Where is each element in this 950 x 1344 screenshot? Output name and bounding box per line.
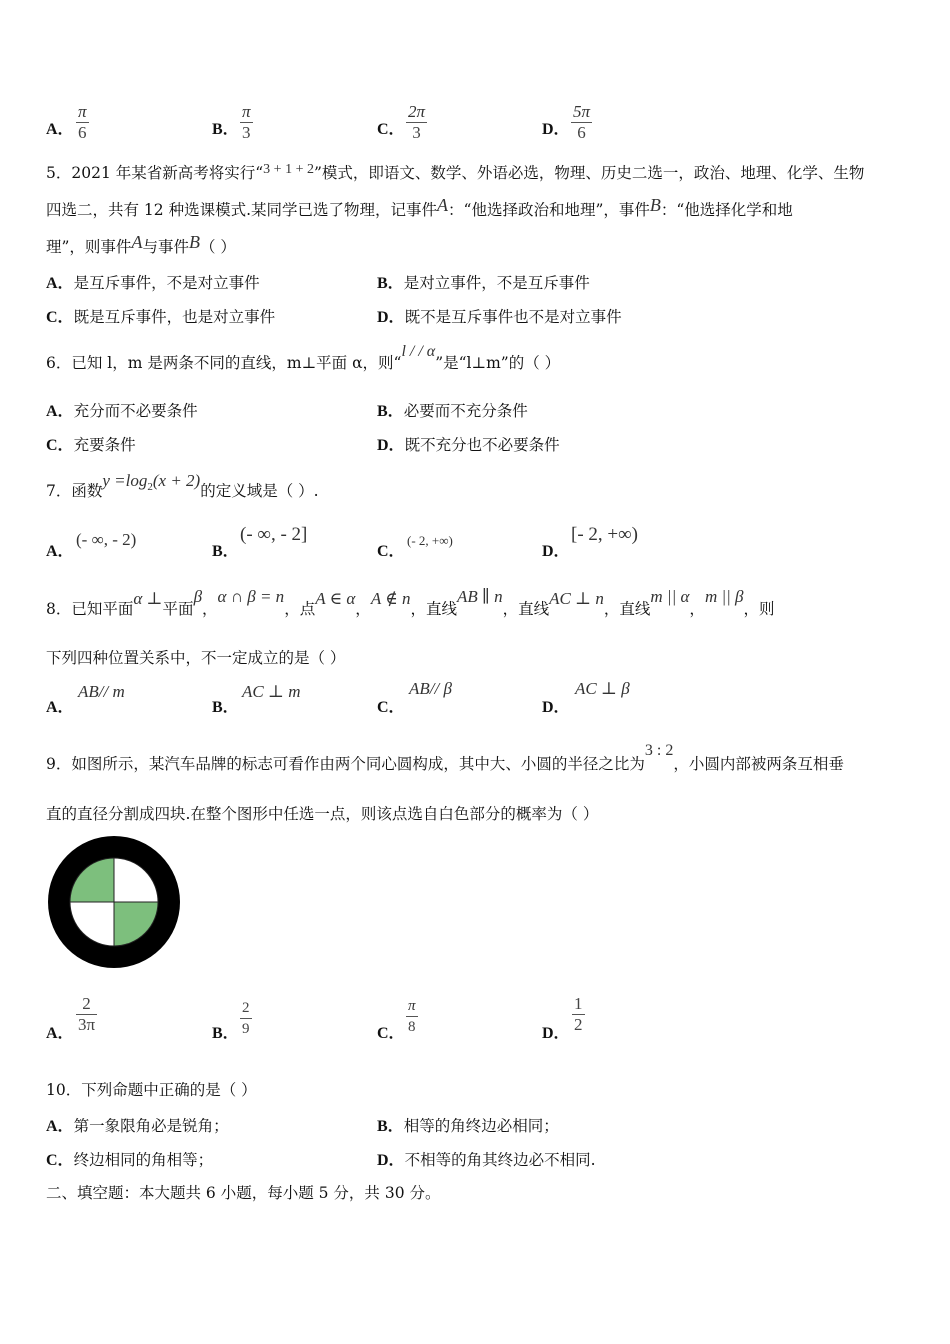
q8-option-d-label: D． bbox=[542, 699, 570, 716]
q7-option-c-text: (- 2, +∞) bbox=[407, 533, 453, 548]
q5-option-d: D．既不是互斥事件也不是对立事件 bbox=[377, 308, 622, 326]
q10-stem: 10．下列命题中正确的是（ ） bbox=[46, 1081, 257, 1099]
q8-option-b-label: B． bbox=[212, 699, 239, 716]
q8-option-d-text: AC ⊥ β bbox=[575, 679, 630, 698]
q9-stem-line1: 9．如图所示，某汽车品牌的标志可看作由两个同心圆构成，其中大、小圆的半径之比为3 : 2，小圆内部被两条互相垂 bbox=[46, 742, 844, 773]
q6-option-d: D．既不充分也不必要条件 bbox=[377, 436, 560, 454]
q8-stem-line1: 8．已知平面α ⊥平面β，α ∩ β = n，点A ∈ α，A ∉ n，直线AB ∥ n，直线AC ⊥ n，直线m || α，m || β，则 bbox=[46, 587, 775, 618]
car-logo-figure bbox=[46, 834, 182, 970]
q7-option-d-label: D． bbox=[542, 543, 570, 560]
q9-stem-line2: 直的直径分割成四块.在整个图形中任选一点，则该点选自白色部分的概率为（ ） bbox=[46, 805, 599, 823]
q8-stem-line2: 下列四种位置关系中，不一定成立的是（ ） bbox=[46, 649, 346, 667]
q4-option-b-fraction: π 3 bbox=[242, 102, 251, 142]
q9-option-d-label: D． bbox=[542, 1025, 570, 1042]
q9-option-c-label: C． bbox=[377, 1025, 405, 1042]
q4-option-d-fraction: 5π 6 bbox=[573, 102, 591, 142]
q7-option-c-label: C． bbox=[377, 543, 405, 560]
q7-stem: 7．函数$y =\log_2(x + 2)$的定义域是（ ）. bbox=[46, 471, 319, 500]
q10-option-b: B．相等的角终边必相同； bbox=[377, 1117, 559, 1135]
q9-option-a-fraction: 2 3π bbox=[78, 994, 96, 1034]
q8-option-a-text: AB// m bbox=[78, 682, 125, 701]
q7-option-b-label: B． bbox=[212, 543, 239, 560]
q4-option-c-label: C． bbox=[377, 121, 405, 138]
q5-stem-line2: 四选二，共有 12 种选课模式.某同学已选了物理，记事件A：“他选择政治和地理”，事件B：“他选择化学和地 bbox=[46, 195, 793, 219]
q4-option-a-label: A． bbox=[46, 121, 74, 138]
q9-option-b-fraction: 2 9 bbox=[242, 1000, 250, 1037]
q7-option-b-text: (- ∞, - 2] bbox=[240, 524, 308, 545]
section-2-heading: 二、填空题：本大题共 6 小题，每小题 5 分，共 30 分。 bbox=[46, 1184, 441, 1202]
q9-option-d-fraction: 1 2 bbox=[574, 994, 583, 1034]
q6-option-a: A．充分而不必要条件 bbox=[46, 402, 198, 420]
q4-option-d-label: D． bbox=[542, 121, 570, 138]
q5-stem-line1: 5．2021 年某省新高考将实行“3 + 1 + 2”模式，即语文、数学、外语必选，物理、历史二选一，政治、地理、化学、生物 bbox=[46, 162, 865, 182]
q9-option-a-label: A． bbox=[46, 1025, 74, 1042]
q6-option-c: C．充要条件 bbox=[46, 436, 136, 454]
q6-stem: 6．已知 l，m 是两条不同的直线，m⊥平面 α，则“l / / α”是“l⊥m”的（ ） bbox=[46, 343, 561, 372]
q8-option-c-text: AB// β bbox=[409, 679, 452, 698]
q7-option-a-text: (- ∞, - 2) bbox=[76, 530, 137, 549]
q8-option-a-label: A． bbox=[46, 699, 74, 716]
q5-option-c: C．既是互斥事件，也是对立事件 bbox=[46, 308, 276, 326]
q5-stem-line3: 理”，则事件A与事件B（ ） bbox=[46, 232, 236, 256]
q7-option-d-text: [- 2, +∞) bbox=[571, 524, 638, 545]
q10-option-d: D．不相等的角其终边必不相同. bbox=[377, 1151, 596, 1169]
q4-option-c-fraction: 2π 3 bbox=[408, 102, 426, 142]
q6-option-b: B．必要而不充分条件 bbox=[377, 402, 528, 420]
q7-option-a-label: A． bbox=[46, 543, 74, 560]
q5-option-a: A．是互斥事件，不是对立事件 bbox=[46, 274, 260, 292]
q9-option-c-fraction: π 8 bbox=[408, 998, 416, 1035]
q10-option-a: A．第一象限角必是锐角； bbox=[46, 1117, 229, 1135]
q4-option-b-label: B． bbox=[212, 121, 239, 138]
q9-option-b-label: B． bbox=[212, 1025, 239, 1042]
q10-option-c: C．终边相同的角相等； bbox=[46, 1151, 214, 1169]
q5-option-b: B．是对立事件，不是互斥事件 bbox=[377, 274, 590, 292]
q8-option-c-label: C． bbox=[377, 699, 405, 716]
q8-option-b-text: AC ⊥ m bbox=[242, 682, 301, 701]
q4-option-a-fraction: π 6 bbox=[78, 102, 87, 142]
